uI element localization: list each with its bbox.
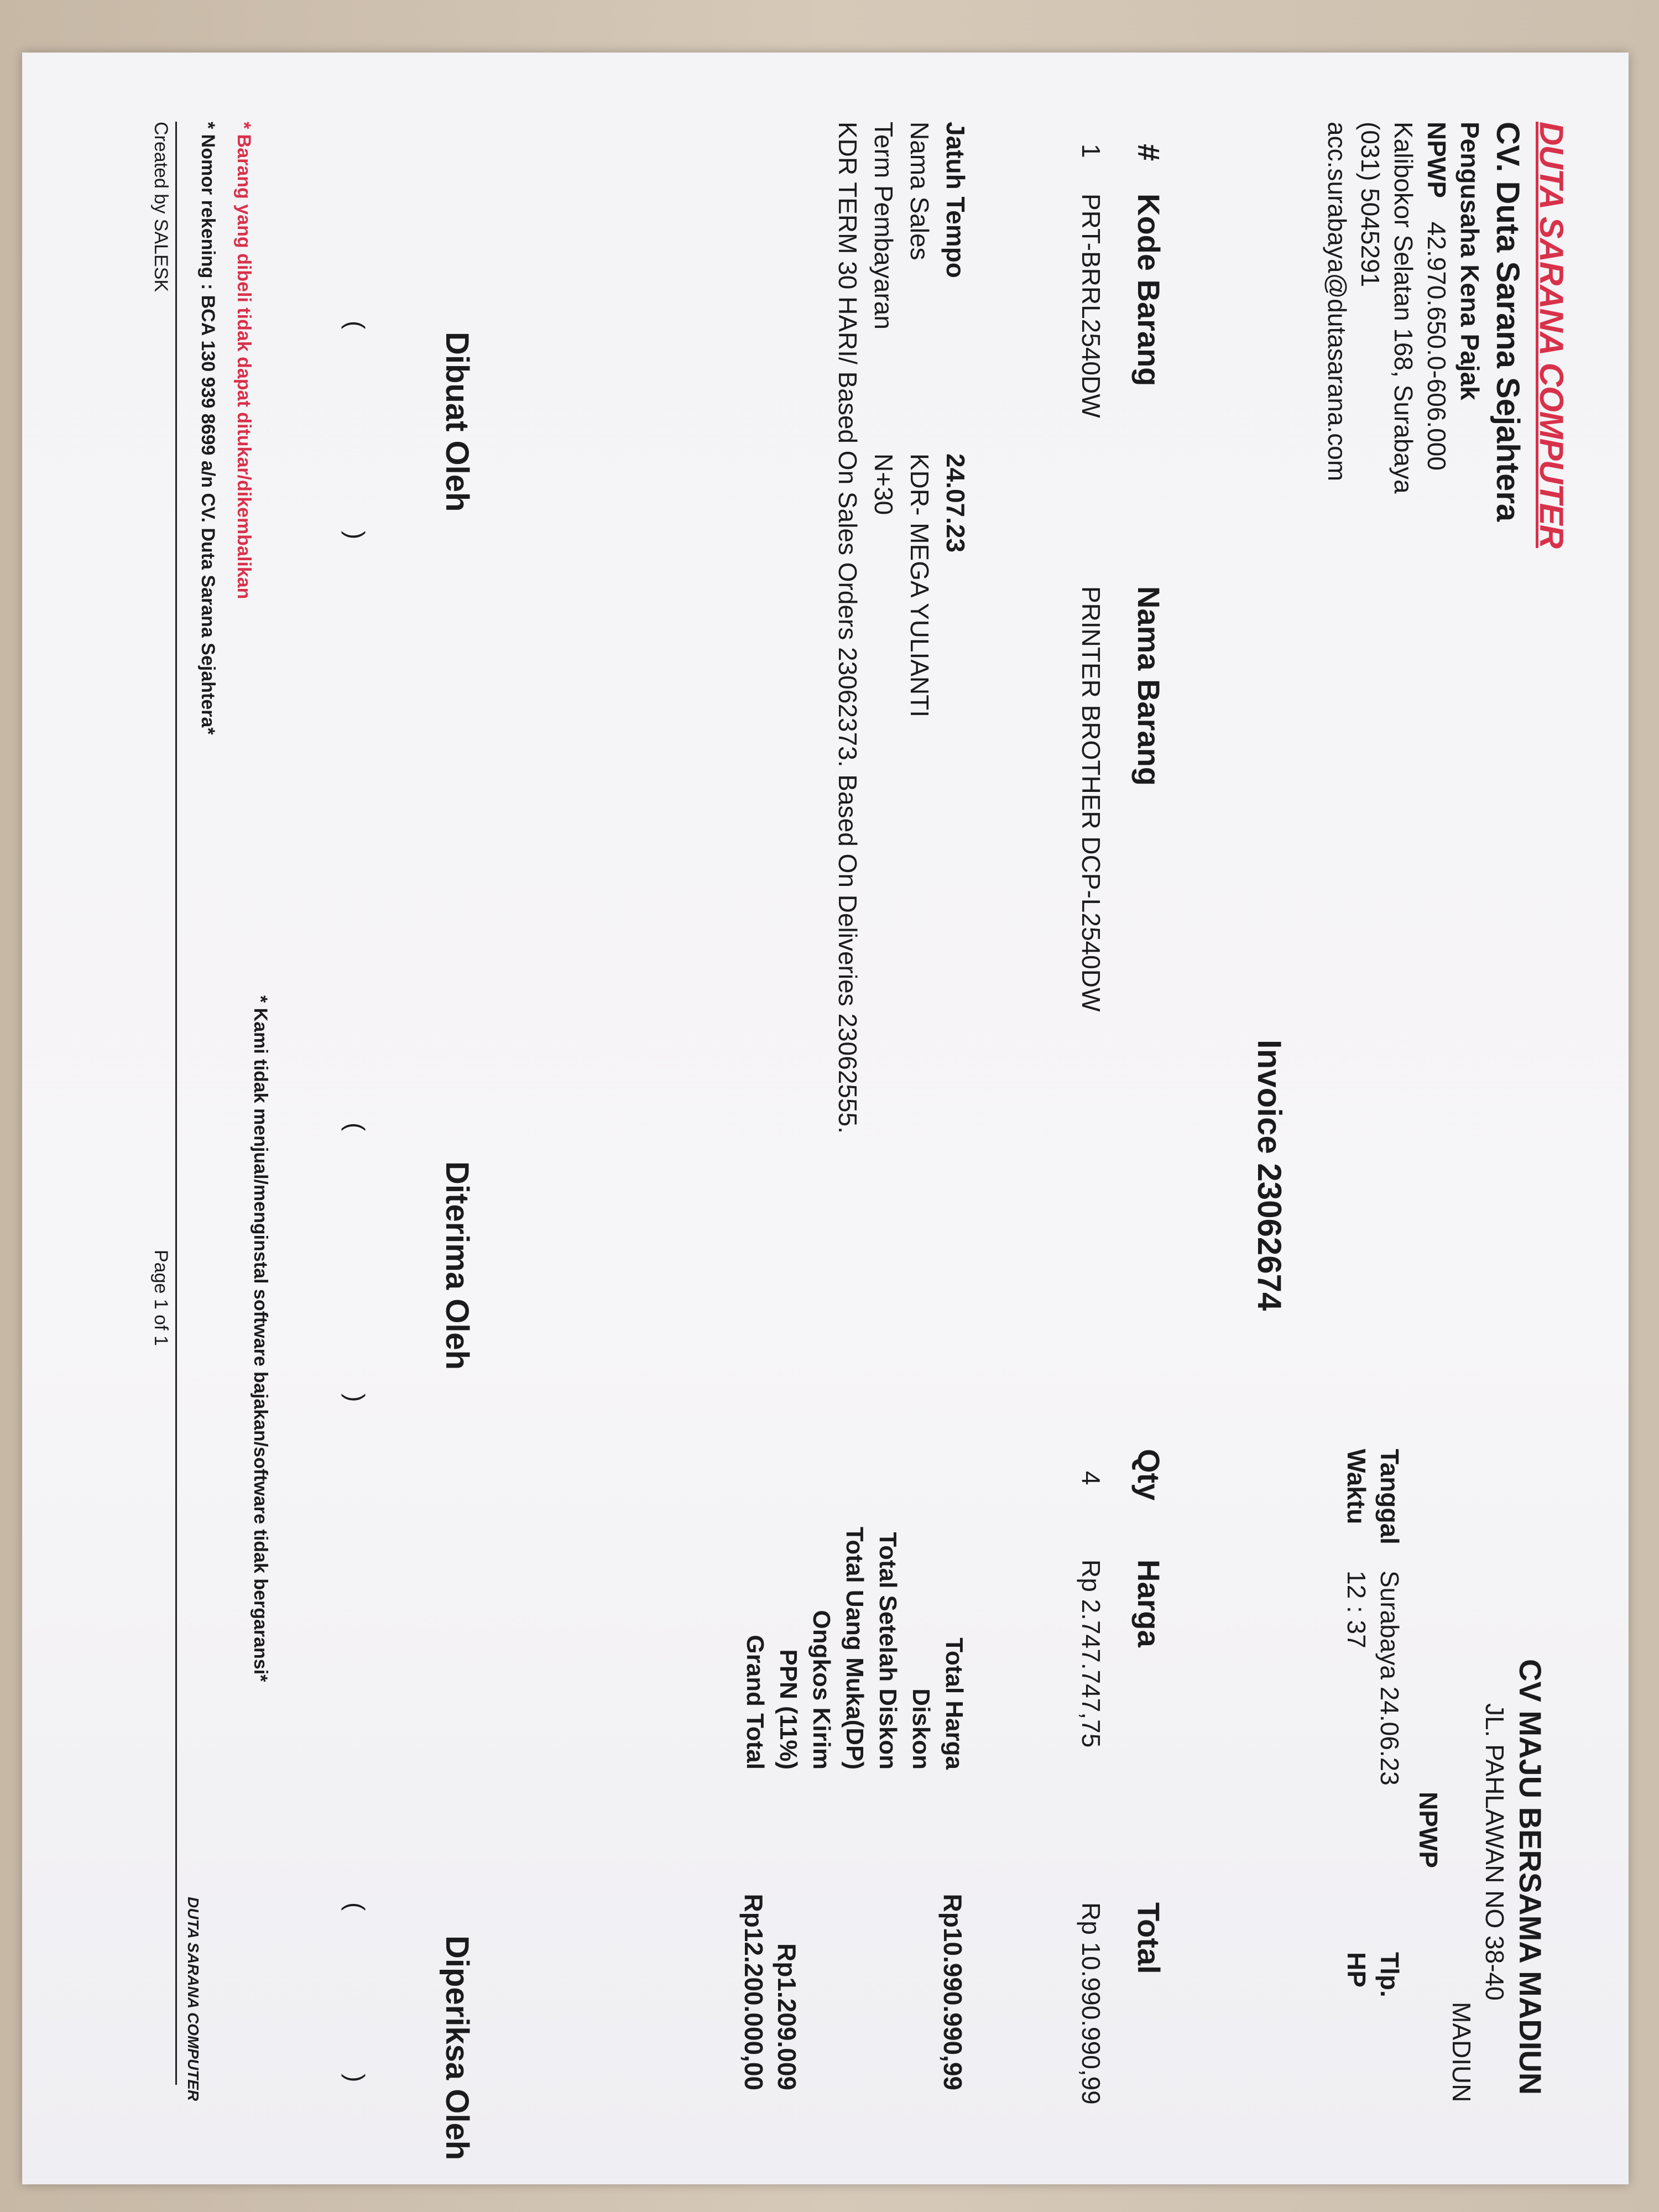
- diperiksa-paren-close: ): [341, 2074, 370, 2083]
- total-harga-value: Rp10.990.990,99: [938, 1893, 967, 2090]
- ppn-label: PPN (11%): [775, 1649, 802, 1770]
- row-qty: 4: [1077, 1471, 1105, 1485]
- ongkos-kirim-label: Ongkos Kirim: [808, 1610, 835, 1770]
- row-harga: Rp 2.747.747,75: [1077, 1559, 1105, 1748]
- diperiksa-paren-open: (: [341, 1902, 370, 1911]
- seller-phone: (031) 5045291: [1356, 122, 1385, 288]
- dibuat-paren-close: ): [341, 531, 370, 540]
- setelah-diskon-label: Total Setelah Diskon: [874, 1532, 901, 1770]
- col-header-harga: Harga: [1131, 1559, 1166, 1647]
- grand-total-value: Rp12.200.000,00: [739, 1893, 768, 2090]
- invoice-title: Invoice 23062674: [1251, 1040, 1288, 1311]
- total-harga-label: Total Harga: [941, 1637, 968, 1770]
- invoice-document: [100, 111, 1571, 2161]
- seller-pkp: Pengusaha Kena Pajak: [1455, 122, 1484, 400]
- term-value: N+30: [869, 453, 898, 515]
- seller-email: acc.surabaya@dutasarana.com: [1323, 122, 1352, 482]
- col-header-no: #: [1131, 144, 1166, 161]
- sales-value: KDR- MEGA YULIANTI: [905, 453, 934, 718]
- row-nama: PRINTER BROTHER DCP-L2540DW: [1077, 586, 1105, 1012]
- grand-total-label: Grand Total: [742, 1635, 769, 1770]
- time-label: Waktu: [1342, 1449, 1371, 1525]
- remark: KDR TERM 30 HARI/ Based On Sales Orders 23062373. Based On Deliveries 23062555.: [833, 122, 862, 1134]
- seller-npwp-value: 42.970.650.0-606.000: [1422, 221, 1451, 471]
- uang-muka-label: Total Uang Muka(DP): [841, 1526, 868, 1770]
- row-no: 1: [1077, 144, 1105, 158]
- diperiksa-oleh-label: Diperiksa Oleh: [439, 1936, 475, 2161]
- hp-label: HP: [1342, 1952, 1371, 1987]
- return-note: * Barang yang dibeli tidak dapat ditukar/dikembalikan: [233, 122, 254, 599]
- diskon-label: Diskon: [907, 1688, 935, 1770]
- diterima-oleh-label: Diterima Oleh: [439, 1161, 475, 1370]
- bank-note: * Nomor rekening : BCA 130 939 8699 a/n CV. Duta Sarana Sejahtera*: [197, 122, 218, 735]
- row-kode: PRT-BRRL2540DW: [1077, 194, 1105, 418]
- col-header-nama: Nama Barang: [1131, 586, 1166, 786]
- created-by: Created by SALESK: [150, 122, 171, 293]
- date-label: Tanggal: [1375, 1449, 1404, 1545]
- date-value: Surabaya 24.06.23: [1375, 1571, 1404, 1786]
- row-total: Rp 10.990.990,99: [1077, 1902, 1105, 2105]
- seller-address: Kalibokor Selatan 168, Surabaya: [1389, 122, 1418, 494]
- software-note: * Kami tidak menjual/menginstal software bajakan/software tidak bergaransi*: [250, 995, 271, 1682]
- col-header-total: Total: [1131, 1902, 1166, 1974]
- seller-npwp: [1422, 122, 1452, 471]
- dibuat-paren-open: (: [341, 321, 370, 330]
- col-header-kode: Kode Barang: [1131, 194, 1166, 387]
- tlp-label: Tlp.: [1375, 1952, 1404, 1997]
- diterima-paren-open: (: [341, 1123, 370, 1131]
- term-label: Term Pembayaran: [869, 122, 898, 330]
- time-value: 12 : 37: [1342, 1571, 1371, 1648]
- customer-city: MADIUN: [1447, 2002, 1476, 2103]
- customer-npwp-label: NPWP: [1414, 1792, 1443, 1868]
- page-number: Page 1 of 1: [150, 1250, 171, 1346]
- dibuat-oleh-label: Dibuat Oleh: [439, 332, 475, 512]
- col-header-qty: Qty: [1131, 1449, 1166, 1501]
- ppn-value: Rp1.209.009: [773, 1943, 801, 2090]
- customer-name: CV MAJU BERSAMA MADIUN: [1513, 1659, 1548, 2095]
- diterima-paren-close: ): [341, 1394, 370, 1402]
- company-logo: DUTA SARANA COMPUTER: [1533, 122, 1570, 549]
- due-date-label: Jatuh Tempo: [941, 122, 970, 278]
- seller-name: CV. Duta Sarana Sejahtera: [1490, 122, 1526, 522]
- customer-address: JL. PAHLAWAN NO 38-40: [1480, 1703, 1509, 2001]
- footer-divider: [175, 122, 177, 2085]
- footer-logo: DUTA SARANA COMPUTER: [185, 1897, 202, 2101]
- due-date-value: 24.07.23: [941, 453, 970, 553]
- sales-label: Nama Sales: [905, 122, 934, 260]
- seller-npwp-label: NPWP: [1422, 122, 1451, 198]
